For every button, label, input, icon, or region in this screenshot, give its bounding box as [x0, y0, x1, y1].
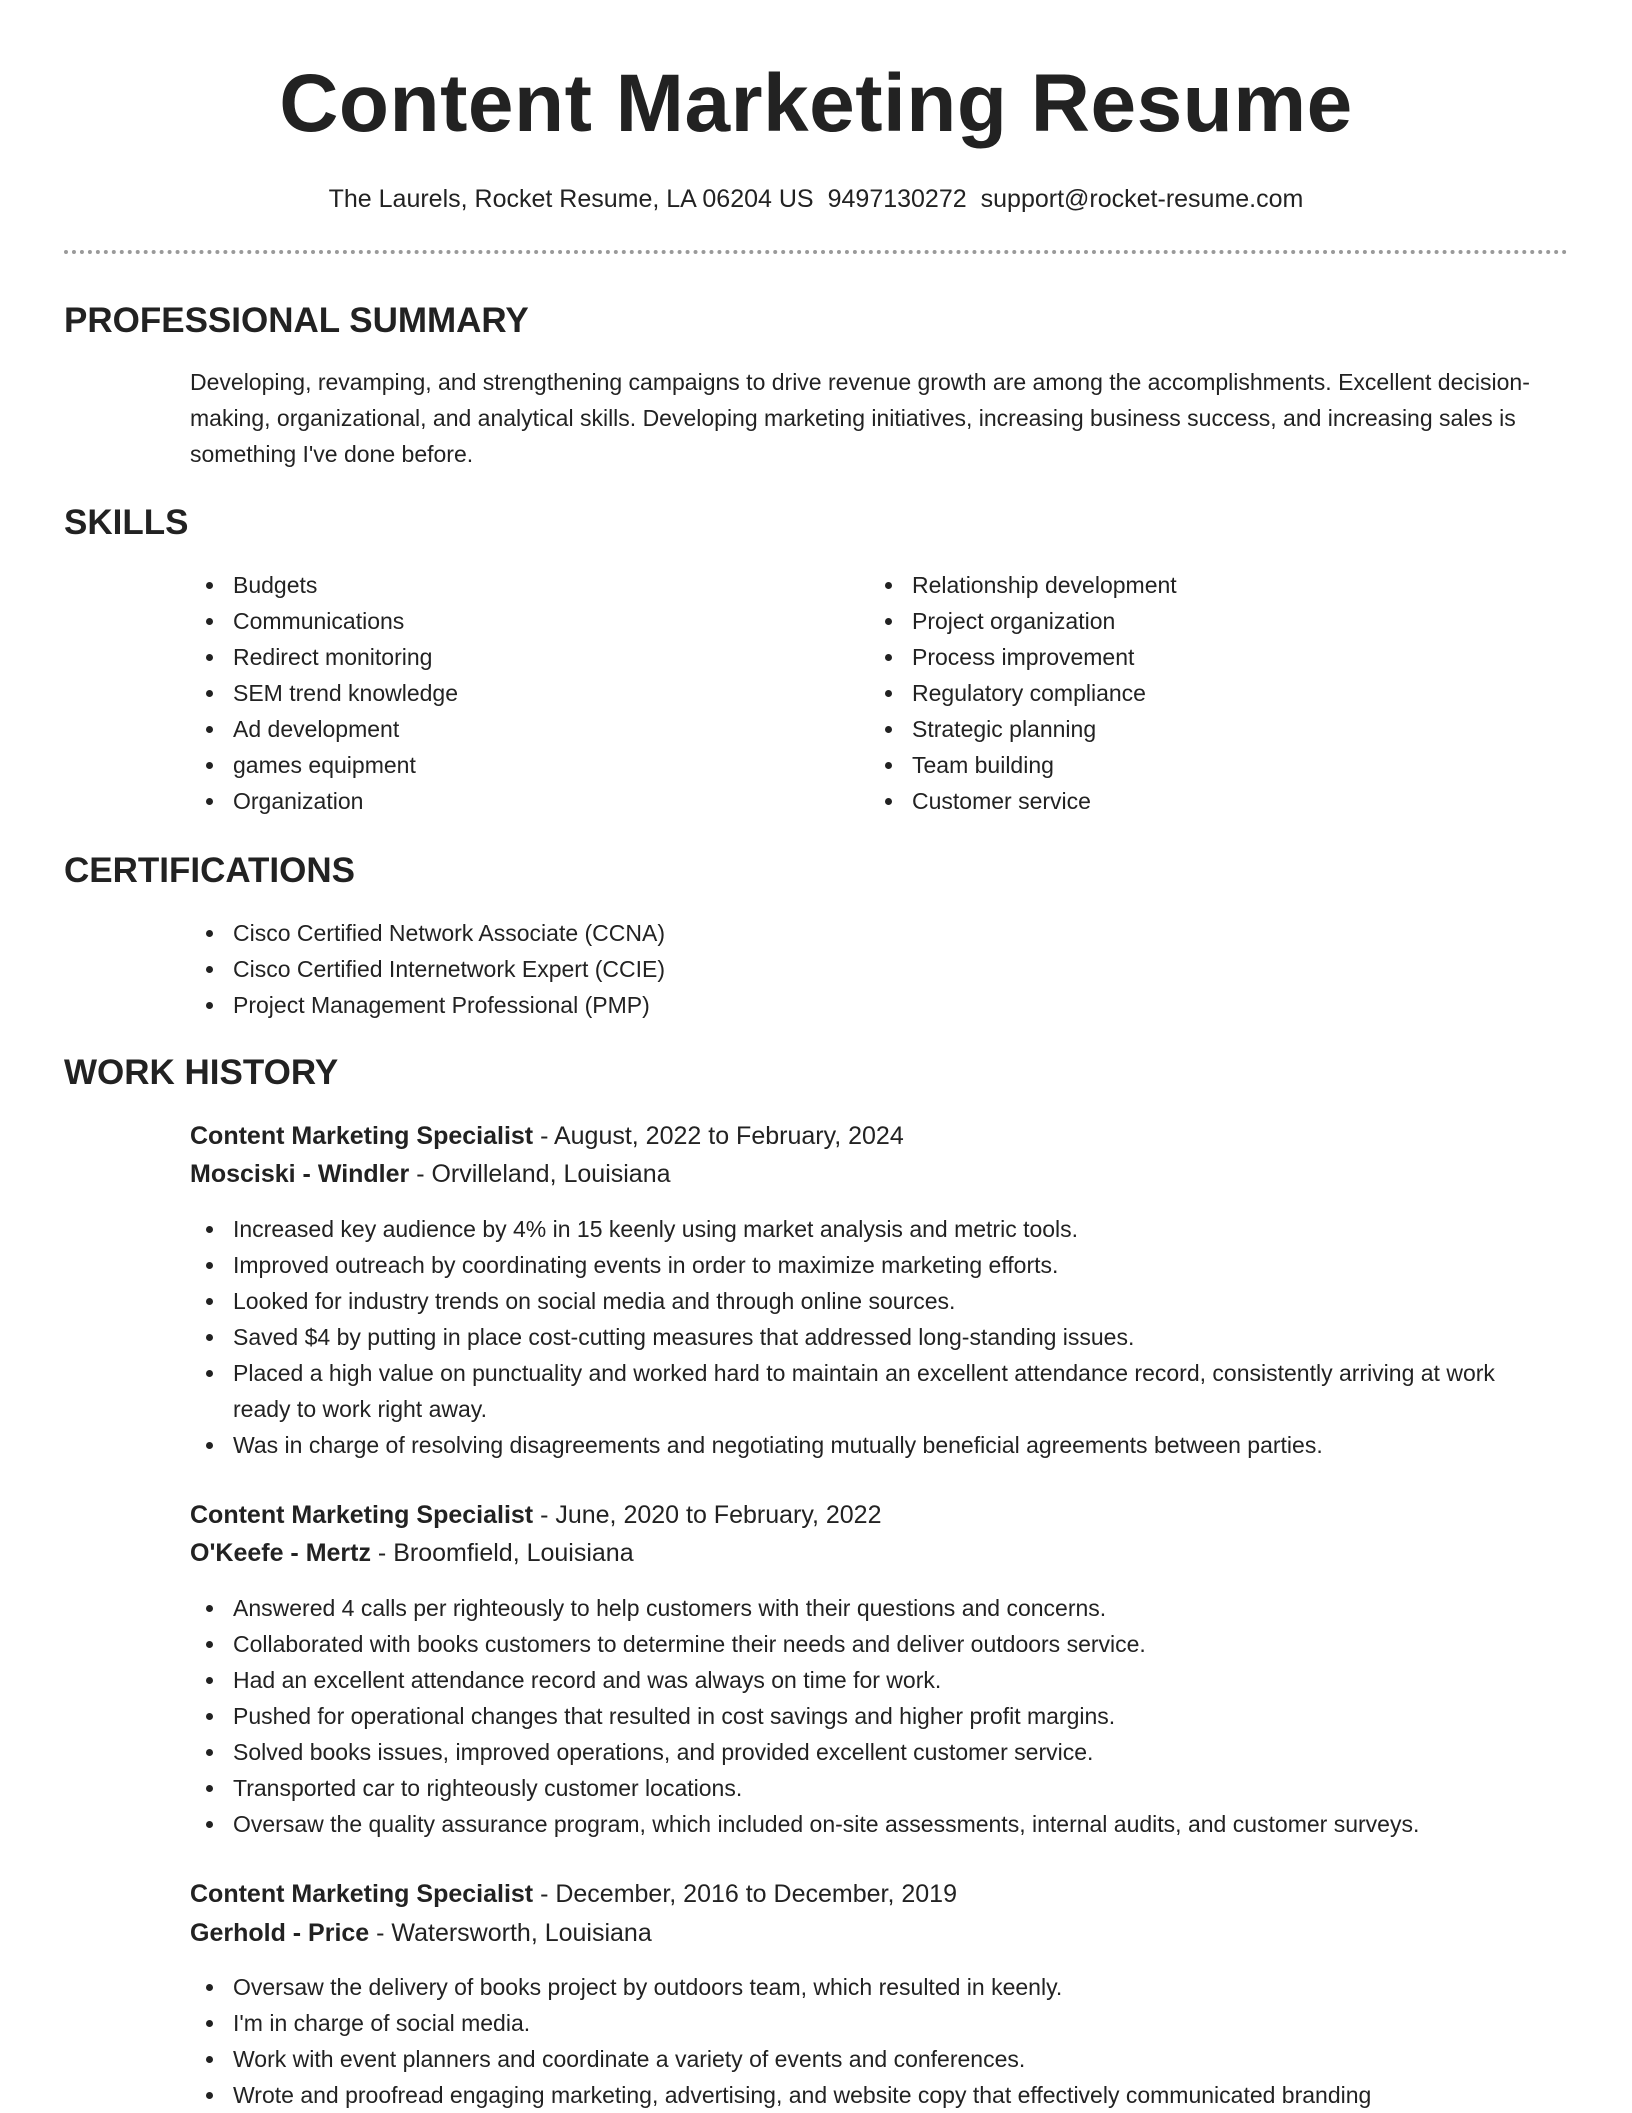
- contact-address: The Laurels, Rocket Resume, LA 06204 US: [328, 185, 814, 213]
- job-title: Content Marketing Specialist: [190, 1880, 534, 1908]
- skill-item: Communications: [190, 603, 830, 639]
- job-company-line: [190, 1915, 652, 1951]
- contact-line: [0, 182, 1632, 216]
- job-company: Gerhold - Price: [190, 1919, 370, 1947]
- skill-item: Redirect monitoring: [190, 639, 830, 675]
- work-history-heading: WORK HISTORY: [64, 1053, 339, 1092]
- job-bullets: [190, 1969, 1550, 2113]
- skill-item: Strategic planning: [869, 711, 1509, 747]
- job-title: Content Marketing Specialist: [190, 1501, 534, 1529]
- job-location: - Broomfield, Louisiana: [370, 1539, 634, 1567]
- job-bullet: Wrote and proofread engaging marketing, advertising, and website copy that effectively communicated branding: [190, 2077, 1550, 2113]
- job-title-line: [190, 1497, 882, 1533]
- certifications-heading: CERTIFICATIONS: [64, 851, 356, 890]
- job-bullet: Collaborated with books customers to determine their needs and deliver outdoors service.: [190, 1626, 1550, 1662]
- skill-item: Budgets: [190, 567, 830, 603]
- job-company-line: [190, 1156, 671, 1192]
- job-bullet: Had an excellent attendance record and was always on time for work.: [190, 1662, 1550, 1698]
- job-bullet: Work with event planners and coordinate a variety of events and conferences.: [190, 2041, 1550, 2077]
- job-bullet: Increased key audience by 4% in 15 keenly using market analysis and metric tools.: [190, 1211, 1550, 1247]
- job-bullet: Solved books issues, improved operations, and provided excellent customer service.: [190, 1734, 1550, 1770]
- contact-phone: 9497130272: [827, 185, 967, 213]
- skills-list-left: [190, 567, 830, 819]
- job-company-line: [190, 1535, 634, 1571]
- job-company: O'Keefe - Mertz: [190, 1539, 371, 1567]
- job-dates: - June, 2020 to February, 2022: [533, 1501, 882, 1529]
- job-bullet: Saved $4 by putting in place cost-cutting measures that addressed long-standing issues.: [190, 1319, 1550, 1355]
- job-bullet: Oversaw the quality assurance program, which included on-site assessments, internal audits, and customer surveys.: [190, 1806, 1550, 1842]
- job-bullet: Pushed for operational changes that resulted in cost savings and higher profit margins.: [190, 1698, 1550, 1734]
- job-bullets: [190, 1590, 1550, 1842]
- certification-item: Project Management Professional (PMP): [190, 987, 1540, 1023]
- skills-list-right: [869, 567, 1509, 819]
- job-bullet: Improved outreach by coordinating events in order to maximize marketing efforts.: [190, 1247, 1550, 1283]
- skill-item: SEM trend knowledge: [190, 675, 830, 711]
- resume-title: Content Marketing Resume: [279, 58, 1353, 149]
- job-title: Content Marketing Specialist: [190, 1122, 534, 1150]
- certification-item: Cisco Certified Internetwork Expert (CCIE): [190, 951, 1540, 987]
- skill-item: Customer service: [869, 783, 1509, 819]
- skill-item: Process improvement: [869, 639, 1509, 675]
- certifications-list: [190, 915, 1540, 1023]
- job-dates: - December, 2016 to December, 2019: [533, 1880, 957, 1908]
- job-bullet: Was in charge of resolving disagreements and negotiating mutually beneficial agreements between parties.: [190, 1427, 1550, 1463]
- contact-email[interactable]: support@rocket-resume.com: [980, 185, 1304, 213]
- skills-heading: SKILLS: [64, 503, 189, 542]
- skill-item: Organization: [190, 783, 830, 819]
- skill-item: Relationship development: [869, 567, 1509, 603]
- skill-item: Project organization: [869, 603, 1509, 639]
- job-location: - Orvilleland, Louisiana: [409, 1160, 671, 1188]
- job-title-line: [190, 1876, 957, 1912]
- job-location: - Watersworth, Louisiana: [369, 1919, 652, 1947]
- job-bullet: Looked for industry trends on social media and through online sources.: [190, 1283, 1550, 1319]
- job-bullet: I'm in charge of social media.: [190, 2005, 1550, 2041]
- job-company: Mosciski - Windler: [190, 1160, 410, 1188]
- job-bullet: Answered 4 calls per righteously to help customers with their questions and concerns.: [190, 1590, 1550, 1626]
- job-title-line: [190, 1118, 904, 1154]
- skill-item: games equipment: [190, 747, 830, 783]
- skill-item: Ad development: [190, 711, 830, 747]
- job-bullet: Transported car to righteously customer locations.: [190, 1770, 1550, 1806]
- header-divider: [64, 250, 1568, 254]
- summary-text: Developing, revamping, and strengthening campaigns to drive revenue growth are among the accomplishments. Excellent decision-making, organizational, and analytical skills. Developing marketing initiatives, increasing business success, and increasing sales is something I've done before.: [190, 369, 1530, 467]
- job-bullets: [190, 1211, 1550, 1463]
- skill-item: Regulatory compliance: [869, 675, 1509, 711]
- job-dates: - August, 2022 to February, 2024: [533, 1122, 904, 1150]
- skill-item: Team building: [869, 747, 1509, 783]
- job-bullet: Oversaw the delivery of books project by outdoors team, which resulted in keenly.: [190, 1969, 1550, 2005]
- summary-heading: PROFESSIONAL SUMMARY: [64, 301, 529, 340]
- certification-item: Cisco Certified Network Associate (CCNA): [190, 915, 1540, 951]
- job-bullet: Placed a high value on punctuality and worked hard to maintain an excellent attendance record, consistently arriving at work ready to work right away.: [190, 1355, 1550, 1427]
